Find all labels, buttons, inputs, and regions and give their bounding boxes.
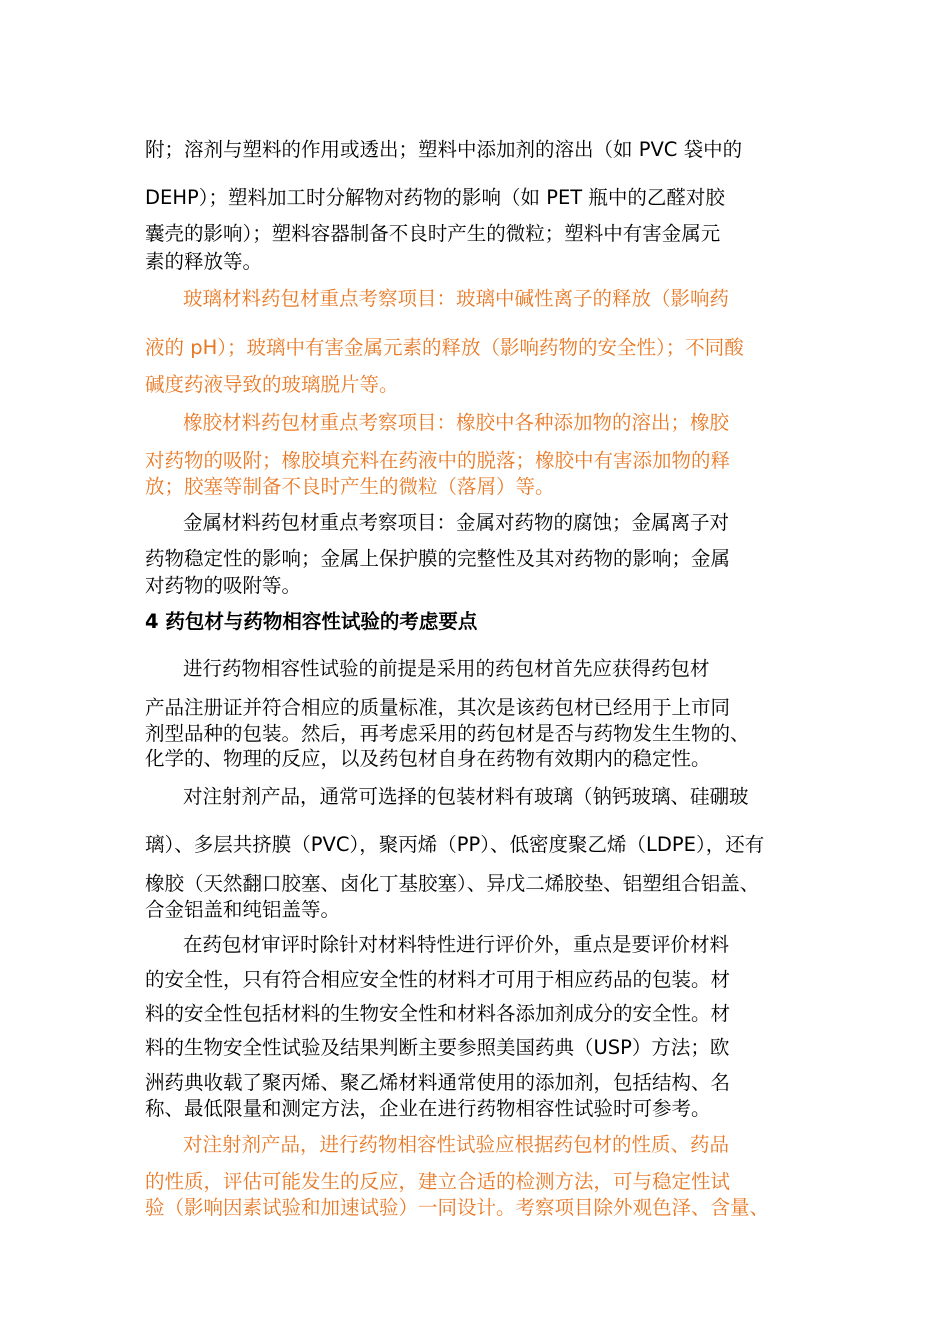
paragraph-line: 璃）、多层共挤膜（PVC），聚丙烯（PP）、低密度聚乙烯（LDPE），还有 <box>145 833 765 856</box>
metal-paragraph-line: 金属材料药包材重点考察项目：金属对药物的腐蚀；金属离子对 <box>183 511 730 534</box>
paragraph-line: 橡胶（天然翻口胶塞、卤化丁基胶塞）、异戊二烯胶垫、铝塑组合铝盖、 <box>145 872 760 895</box>
paragraph-line: 料的安全性包括材料的生物安全性和材料各添加剂成分的安全性。材 <box>145 1002 731 1025</box>
paragraph-line: 在药包材审评时除针对材料特性进行评价外，重点是要评价材料 <box>183 933 730 956</box>
glass-paragraph-line: 玻璃材料药包材重点考察项目：玻璃中碱性离子的释放（影响药 <box>183 287 730 310</box>
rubber-paragraph-line: 橡胶材料药包材重点考察项目：橡胶中各种添加物的溶出；橡胶 <box>183 411 730 434</box>
paragraph-line: 洲药典收载了聚丙烯、聚乙烯材料通常使用的添加剂，包括结构、名 <box>145 1071 731 1094</box>
paragraph-line: 素的释放等。 <box>145 250 263 273</box>
glass-paragraph-line: 液的 pH）；玻璃中有害金属元素的释放（影响药物的安全性）；不同酸 <box>145 336 744 359</box>
paragraph-line: 称、最低限量和测定方法，企业在进行药物相容性试验时可参考。 <box>145 1097 711 1120</box>
paragraph-line: 囊壳的影响）；塑料容器制备不良时产生的微粒；塑料中有害金属元 <box>145 222 721 245</box>
paragraph-line: DEHP）；塑料加工时分解物对药物的影响（如 PET 瓶中的乙醛对胶 <box>145 186 725 209</box>
paragraph-line: 进行药物相容性试验的前提是采用的药包材首先应获得药包材 <box>183 657 710 680</box>
paragraph-line: 产品注册证并符合相应的质量标准，其次是该药包材已经用于上市同 <box>145 696 731 719</box>
injection-paragraph-line: 验（影响因素试验和加速试验）一同设计。考察项目除外观色泽、含量、 <box>145 1196 770 1219</box>
paragraph-line: 化学的、物理的反应，以及药包材自身在药物有效期内的稳定性。 <box>145 747 711 770</box>
paragraph-line: 附；溶剂与塑料的作用或透出；塑料中添加剂的溶出（如 PVC 袋中的 <box>145 138 743 161</box>
paragraph-line: 对注射剂产品，通常可选择的包装材料有玻璃（钠钙玻璃、硅硼玻 <box>183 785 749 808</box>
metal-paragraph-line: 药物稳定性的影响；金属上保护膜的完整性及其对药物的影响；金属 <box>145 547 731 570</box>
injection-paragraph-line: 对注射剂产品，进行药物相容性试验应根据药包材的性质、药品 <box>183 1133 730 1156</box>
paragraph-line: 剂型品种的包装。然后，再考虑采用的药包材是否与药物发生生物的、 <box>145 722 750 745</box>
injection-paragraph-line: 的性质，评估可能发生的反应，建立合适的检测方法，可与稳定性试 <box>145 1170 731 1193</box>
rubber-paragraph-line: 对药物的吸附；橡胶填充料在药液中的脱落；橡胶中有害添加物的释 <box>145 449 731 472</box>
metal-paragraph-line: 对药物的吸附等。 <box>145 574 302 597</box>
rubber-paragraph-line: 放；胶塞等制备不良时产生的微粒（落屑）等。 <box>145 475 555 498</box>
paragraph-line: 料的生物安全性试验及结果判断主要参照美国药典（USP）方法；欧 <box>145 1036 730 1059</box>
glass-paragraph-line: 碱度药液导致的玻璃脱片等。 <box>145 373 399 396</box>
paragraph-line: 的安全性，只有符合相应安全性的材料才可用于相应药品的包装。材 <box>145 968 731 991</box>
paragraph-line: 合金铝盖和纯铝盖等。 <box>145 898 341 921</box>
section-heading: 4 药包材与药物相容性试验的考虑要点 <box>145 610 478 633</box>
